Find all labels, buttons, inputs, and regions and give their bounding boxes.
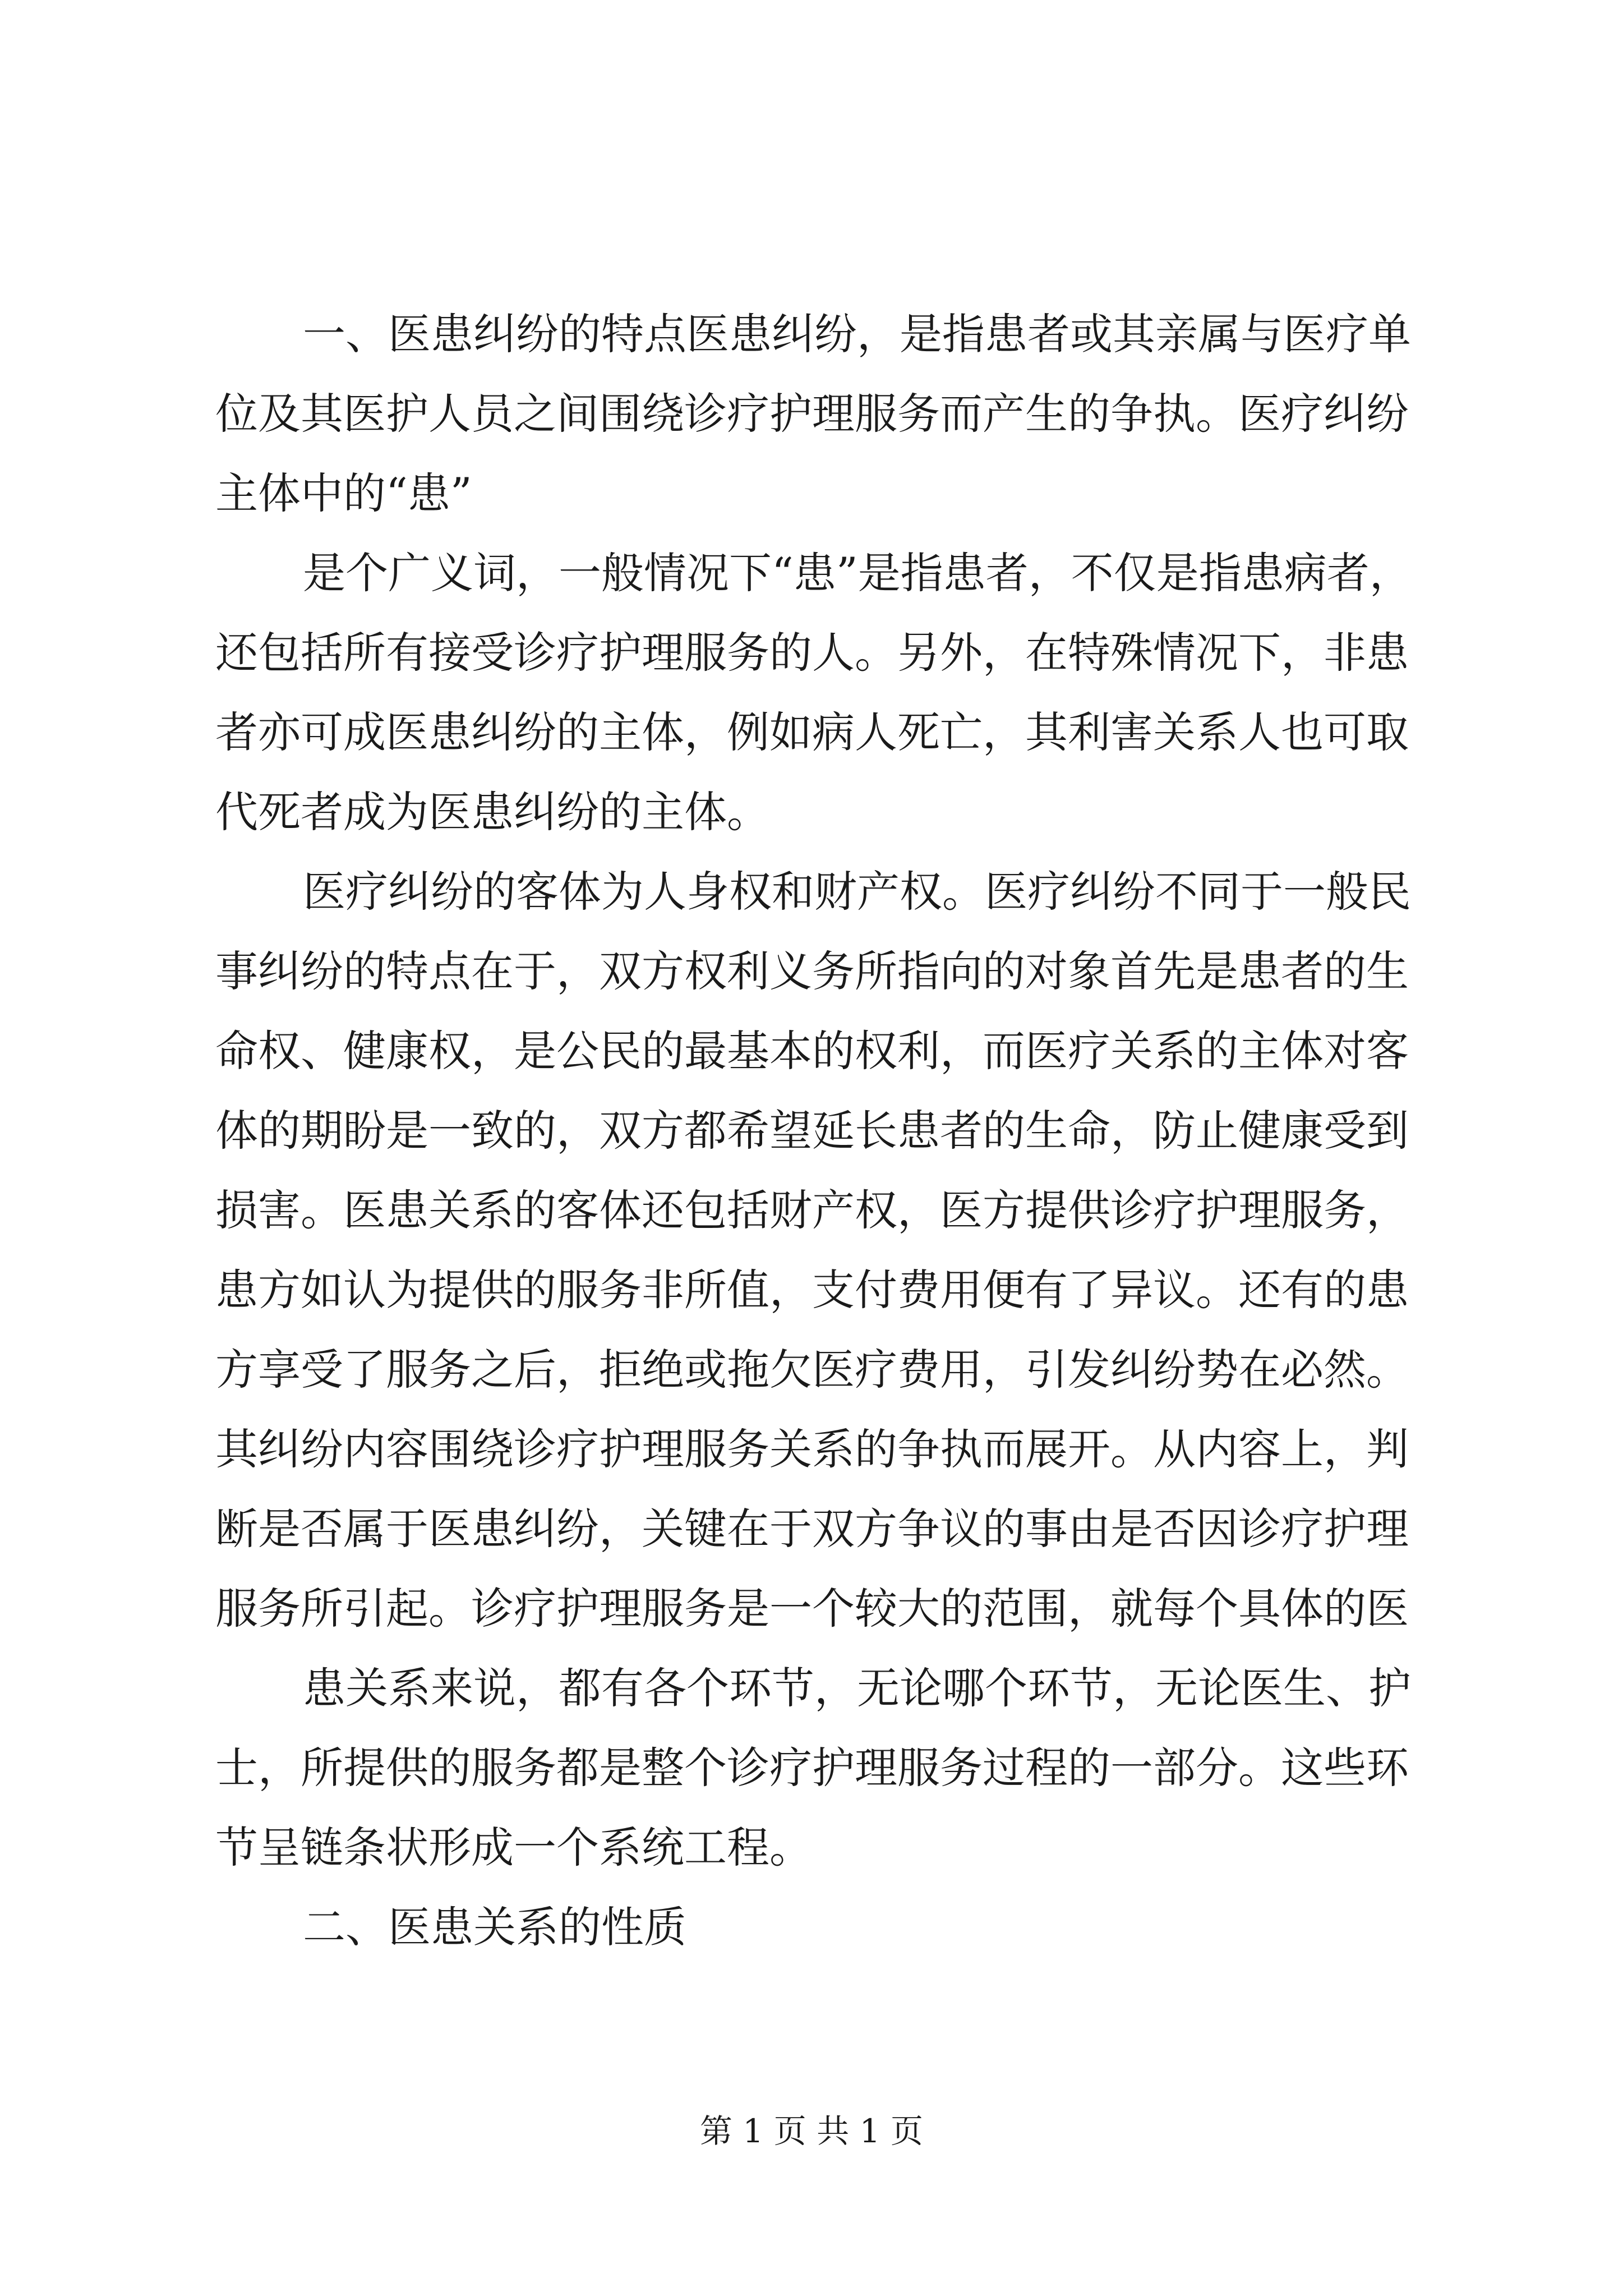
paragraph-4-line-2: 士，所提供的服务都是整个诊疗护理服务过程的一部分。这些环 bbox=[215, 1743, 1409, 1793]
paragraph-1-line-2: 位及其医护人员之间围绕诊疗护理服务而产生的争执。医疗纠纷 bbox=[215, 389, 1409, 439]
paragraph-3-line-10: 服务所引起。诊疗护理服务是一个较大的范围，就每个具体的医 bbox=[215, 1584, 1409, 1634]
paragraph-3-line-9: 断是否属于医患纠纷，关键在于双方争议的事由是否因诊疗护理 bbox=[215, 1504, 1409, 1554]
paragraph-3-line-1: 医疗纠纷的客体为人身权和财产权。医疗纠纷不同于一般民 bbox=[303, 867, 1411, 917]
section-heading-2: 二、医患关系的性质 bbox=[303, 1902, 686, 1952]
paragraph-3-line-8: 其纠纷内容围绕诊疗护理服务关系的争执而展开。从内容上，判 bbox=[215, 1424, 1409, 1474]
paragraph-2-line-2: 还包括所有接受诊疗护理服务的人。另外，在特殊情况下，非患 bbox=[215, 628, 1409, 678]
paragraph-3-line-4: 体的期盼是一致的，双方都希望延长患者的生命，防止健康受到 bbox=[215, 1106, 1409, 1156]
paragraph-3-line-3: 命权、健康权，是公民的最基本的权利，而医疗关系的主体对客 bbox=[215, 1026, 1409, 1076]
paragraph-1-line-1: 一、医患纠纷的特点医患纠纷，是指患者或其亲属与医疗单 bbox=[303, 309, 1411, 359]
paragraph-4-line-3: 节呈链条状形成一个系统工程。 bbox=[215, 1823, 812, 1872]
paragraph-2-line-4: 代死者成为医患纠纷的主体。 bbox=[215, 787, 769, 837]
paragraph-2-line-3: 者亦可成医患纠纷的主体，例如病人死亡，其利害关系人也可取 bbox=[215, 707, 1409, 757]
paragraph-2-line-1: 是个广义词，一般情况下“患”是指患者，不仅是指患病者， bbox=[303, 548, 1412, 598]
paragraph-3-line-6: 患方如认为提供的服务非所值，支付费用便有了异议。还有的患 bbox=[215, 1265, 1409, 1315]
paragraph-3-line-2: 事纠纷的特点在于，双方权利义务所指向的对象首先是患者的生 bbox=[215, 946, 1409, 996]
page-footer: 第 1 页 共 1 页 bbox=[700, 2112, 923, 2150]
paragraph-3-line-5: 损害。医患关系的客体还包括财产权，医方提供诊疗护理服务， bbox=[215, 1185, 1409, 1235]
paragraph-3-line-7: 方享受了服务之后，拒绝或拖欠医疗费用，引发纠纷势在必然。 bbox=[215, 1345, 1409, 1395]
paragraph-1-line-3: 主体中的“患” bbox=[215, 468, 472, 518]
paragraph-4-line-1: 患关系来说，都有各个环节，无论哪个环节，无论医生、护 bbox=[303, 1663, 1411, 1713]
